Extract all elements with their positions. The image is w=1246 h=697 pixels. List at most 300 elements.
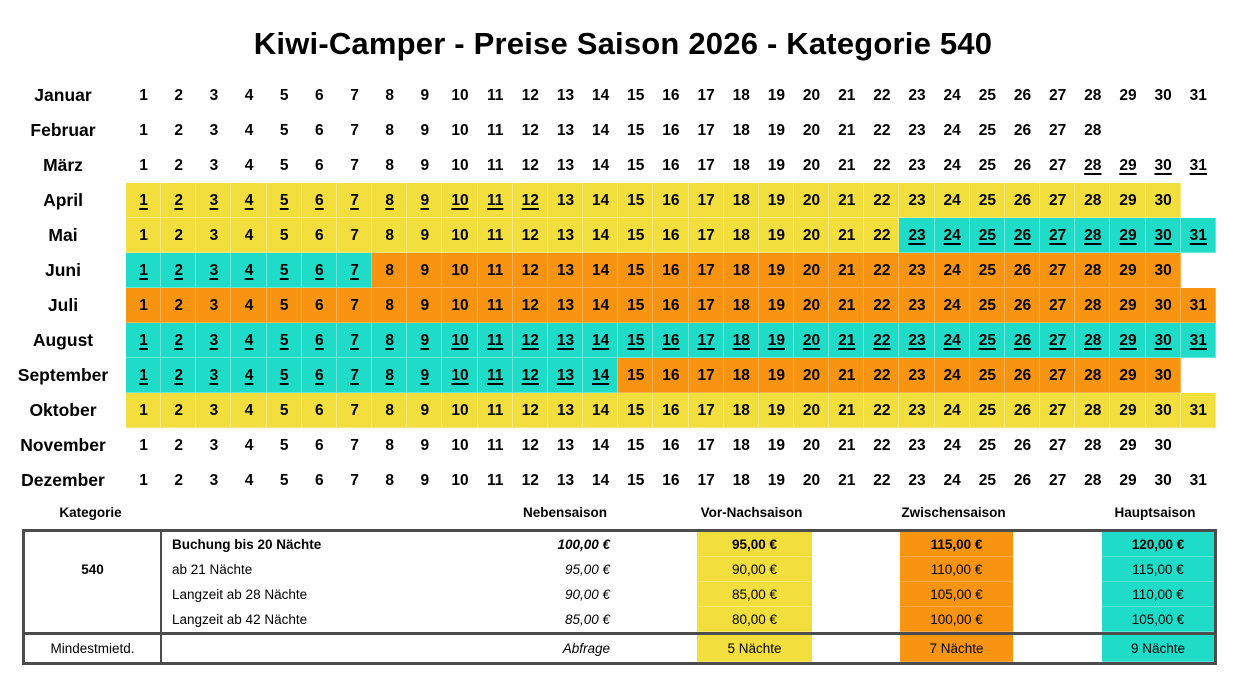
footer-nebensaison: Abfrage [562,641,610,656]
day-cell: 7 [337,358,372,393]
day-cell: 28 [1075,218,1110,253]
day-cell: 17 [697,471,715,489]
day-cell: 31 [1181,323,1216,358]
day-cell: 3 [209,471,219,489]
zwischensaison-value: 105,00 € [900,582,1013,607]
day-cell: 21 [838,121,856,139]
day-cell: 30 [1146,358,1181,393]
day-cell: 22 [864,253,899,288]
day-cell: 27 [1040,393,1075,428]
hauptsaison-value: 115,00 € [1102,557,1214,582]
day-cell: 27 [1040,218,1075,253]
day-cell: 11 [486,121,504,139]
day-cell: 11 [478,253,513,288]
day-cell: 10 [442,288,477,323]
day-cell: 16 [653,183,688,218]
day-cell: 22 [873,471,891,489]
day-cell: 19 [759,358,794,393]
day-cell: 5 [267,288,302,323]
price-table-headers [22,500,1211,524]
day-cell: 30 [1146,253,1181,288]
day-cell: 17 [689,218,724,253]
hauptsaison-value: 110,00 € [1102,582,1214,607]
price-table [22,529,1217,665]
day-cell: 16 [662,471,680,489]
day-cell: 18 [732,156,750,174]
row-label: Buchung bis 20 Nächte [172,537,322,552]
day-cell: 22 [873,86,891,104]
day-cell: 23 [899,218,934,253]
day-cell: 1 [126,393,161,428]
day-cell: 1 [126,183,161,218]
day-cell: 14 [583,323,618,358]
day-cell: 22 [864,358,899,393]
day-cell: 14 [591,471,610,489]
day-cell: 14 [591,121,610,139]
day-cell: 10 [442,393,477,428]
month-row-april [0,183,1216,218]
nebensaison-value: 85,00 € [564,612,610,627]
day-cell: 7 [337,218,372,253]
day-cell: 23 [908,471,926,489]
day-cell: 14 [583,288,618,323]
day-cell: 28 [1075,288,1110,323]
day-cell: 25 [970,218,1005,253]
day-cell: 15 [618,288,653,323]
day-cell: 2 [161,358,196,393]
day-cell: 22 [873,156,891,174]
day-cell: 14 [583,358,618,393]
day-cell: 9 [407,253,442,288]
day-cell: 3 [196,183,231,218]
day-cell: 11 [486,156,504,174]
day-cell: 2 [161,253,196,288]
day-cell: 5 [279,436,289,454]
day-cell: 13 [548,323,583,358]
day-cell: 11 [478,393,513,428]
day-cell: 21 [838,156,856,174]
day-cell: 1 [126,218,161,253]
day-cell: 19 [759,323,794,358]
vor-nachsaison-value: 85,00 € [697,582,812,607]
season-calendar [0,78,1216,498]
day-cell: 9 [407,288,442,323]
day-cell: 14 [583,183,618,218]
day-cell: 21 [829,183,864,218]
day-cell: 20 [794,393,829,428]
day-cell: 25 [978,156,996,174]
day-cell: 17 [689,393,724,428]
month-label: März [43,155,83,175]
day-cell: 21 [838,86,856,104]
day-cell: 22 [864,183,899,218]
day-cell: 15 [618,323,653,358]
day-cell: 4 [231,358,266,393]
day-cell: 1 [126,253,161,288]
day-cell: 17 [697,121,715,139]
day-cell: 8 [372,218,407,253]
day-cell: 26 [1005,323,1040,358]
month-row-juli [0,288,1216,323]
day-cell: 3 [196,393,231,428]
day-cell: 12 [521,86,539,104]
category-cell: 540 [81,562,104,577]
vor-nachsaison-value: 90,00 € [697,557,812,582]
day-cell: 25 [978,121,996,139]
day-cell: 10 [442,323,477,358]
month-label: November [20,435,106,455]
row-label: ab 21 Nächte [172,562,253,577]
day-cell: 15 [627,471,645,489]
day-cell: 6 [302,358,337,393]
day-cell: 28 [1084,471,1102,489]
day-cell: 9 [420,436,430,454]
day-cell: 13 [548,358,583,393]
day-cell: 24 [935,218,970,253]
day-cell: 13 [548,183,583,218]
day-cell: 24 [935,253,970,288]
day-cell: 12 [521,471,539,489]
day-cell: 14 [583,253,618,288]
day-cell: 13 [548,253,583,288]
day-cell: 29 [1110,253,1145,288]
day-cell: 20 [794,218,829,253]
day-cell: 5 [267,183,302,218]
day-cell: 4 [244,471,254,489]
day-cell: 2 [174,86,184,104]
day-cell: 4 [231,183,266,218]
day-cell: 30 [1146,183,1181,218]
day-cell: 1 [126,288,161,323]
day-cell: 29 [1110,218,1145,253]
day-cell: 26 [1005,218,1040,253]
day-cell: 25 [978,436,996,454]
day-cell: 30 [1146,218,1181,253]
day-cell: 19 [759,183,794,218]
day-cell: 15 [627,86,645,104]
hauptsaison-value: 120,00 € [1102,532,1214,557]
vor-nachsaison-value: 80,00 € [697,607,812,632]
day-cell: 24 [943,436,961,454]
day-cell: 4 [244,86,254,104]
month-label: August [32,330,94,350]
day-cell: 22 [873,121,891,139]
day-cell: 26 [1013,86,1032,104]
footer-hauptsaison: 9 Nächte [1102,635,1214,662]
day-cell: 28 [1075,358,1110,393]
day-cell: 17 [689,323,724,358]
day-cell: 17 [689,358,724,393]
month-label: April [43,190,83,210]
day-cell: 16 [653,218,688,253]
day-cell: 28 [1075,253,1110,288]
day-cell: 27 [1049,436,1067,454]
day-cell: 19 [759,393,794,428]
day-cell: 10 [442,253,477,288]
day-cell: 5 [267,358,302,393]
day-cell: 25 [978,86,996,104]
day-cell: 31 [1181,218,1216,253]
day-cell: 27 [1049,121,1067,139]
day-cell: 30 [1146,323,1181,358]
day-cell: 9 [407,393,442,428]
day-cell: 3 [209,436,219,454]
month-row-mai [0,218,1216,253]
day-cell: 30 [1154,156,1172,174]
day-cell: 2 [174,156,184,174]
day-cell: 30 [1154,86,1172,104]
day-cell: 20 [802,471,821,489]
day-cell: 31 [1181,288,1216,323]
day-cell: 20 [802,121,821,139]
month-row-november [0,428,1216,463]
day-cell: 20 [802,86,821,104]
day-cell: 25 [970,323,1005,358]
day-cell: 30 [1146,393,1181,428]
day-cell: 12 [513,288,548,323]
day-cell: 10 [451,436,469,454]
day-cell: 23 [908,121,926,139]
nebensaison-value: 95,00 € [564,562,610,577]
day-cell: 20 [802,436,821,454]
month-row-oktober [0,393,1216,428]
day-cell: 20 [794,358,829,393]
day-cell: 5 [267,323,302,358]
day-cell: 15 [618,253,653,288]
day-cell: 26 [1005,358,1040,393]
day-cell: 7 [350,436,359,454]
header-kategorie: Kategorie [59,504,122,520]
day-cell: 2 [174,471,184,489]
day-cell: 24 [935,288,970,323]
day-cell: 19 [767,436,786,454]
day-cell: 10 [442,358,477,393]
day-cell: 26 [1013,471,1032,489]
day-cell: 1 [139,156,148,174]
day-cell: 13 [556,156,575,174]
table-divider [25,632,1214,635]
day-cell: 3 [209,121,219,139]
nebensaison-value: 90,00 € [564,587,610,602]
day-cell: 26 [1005,288,1040,323]
day-cell: 25 [970,253,1005,288]
day-cell: 19 [759,218,794,253]
day-cell: 28 [1084,121,1102,139]
day-cell: 17 [697,156,715,174]
month-row-juni [0,253,1216,288]
hauptsaison-value: 105,00 € [1102,607,1214,632]
day-cell: 10 [451,121,469,139]
month-label: Oktober [29,400,97,420]
day-cell: 15 [627,436,645,454]
month-label: Juli [47,295,79,315]
day-cell: 15 [618,218,653,253]
day-cell: 8 [372,358,407,393]
day-cell: 25 [970,183,1005,218]
day-cell: 2 [161,218,196,253]
day-cell: 3 [196,323,231,358]
day-cell: 28 [1084,156,1102,174]
day-cell: 12 [513,358,548,393]
day-cell: 9 [407,358,442,393]
day-cell: 29 [1119,86,1137,104]
day-cell: 9 [407,183,442,218]
day-cell: 30 [1154,471,1172,489]
day-cell: 2 [161,183,196,218]
day-cell: 23 [899,358,934,393]
day-cell: 16 [662,121,680,139]
month-label: September [17,365,109,385]
day-cell: 6 [302,323,337,358]
day-cell: 16 [662,436,680,454]
month-label: Mai [48,225,78,245]
day-cell: 10 [442,218,477,253]
day-cell: 11 [486,436,504,454]
day-cell: 18 [732,471,750,489]
day-cell: 29 [1119,156,1137,174]
day-cell: 8 [372,253,407,288]
day-cell: 24 [943,156,961,174]
day-cell: 5 [267,218,302,253]
day-cell: 4 [231,288,266,323]
day-cell: 10 [451,471,469,489]
day-cell: 11 [478,183,513,218]
day-cell: 20 [794,253,829,288]
day-cell: 5 [279,86,289,104]
day-cell: 11 [478,288,513,323]
header-hauptsaison: Hauptsaison [1114,504,1196,520]
day-cell: 21 [838,471,856,489]
day-cell: 15 [618,393,653,428]
day-cell: 18 [724,218,759,253]
day-cell: 11 [478,358,513,393]
day-cell: 17 [689,183,724,218]
day-cell: 8 [372,393,407,428]
day-cell: 12 [521,436,539,454]
day-cell: 4 [231,393,266,428]
day-cell: 26 [1005,253,1040,288]
day-cell: 27 [1040,358,1075,393]
day-cell: 24 [943,121,961,139]
day-cell: 1 [126,358,161,393]
day-cell: 26 [1013,121,1032,139]
day-cell: 11 [486,471,504,489]
row-label: Langzeit ab 28 Nächte [172,587,308,602]
day-cell: 18 [732,436,750,454]
day-cell: 1 [139,86,148,104]
day-cell: 17 [689,253,724,288]
day-cell: 28 [1075,323,1110,358]
day-cell: 28 [1084,86,1102,104]
day-cell: 2 [174,436,184,454]
month-label: Juni [45,260,81,280]
day-cell: 18 [724,183,759,218]
month-row-februar [0,113,1216,148]
day-cell: 29 [1119,436,1137,454]
day-cell: 2 [161,288,196,323]
day-cell: 2 [174,121,184,139]
day-cell: 31 [1181,393,1216,428]
day-cell: 23 [899,393,934,428]
day-cell: 29 [1110,323,1145,358]
day-cell: 4 [231,323,266,358]
day-cell: 12 [521,121,539,139]
day-cell: 31 [1189,86,1207,104]
day-cell: 26 [1005,183,1040,218]
day-cell: 3 [196,358,231,393]
day-cell: 18 [724,288,759,323]
day-cell: 1 [139,121,148,139]
day-cell: 30 [1146,288,1181,323]
day-cell: 11 [478,323,513,358]
zwischensaison-value: 115,00 € [900,532,1013,557]
day-cell: 18 [724,393,759,428]
day-cell: 1 [126,323,161,358]
day-cell: 17 [689,288,724,323]
day-cell: 21 [829,393,864,428]
day-cell: 7 [337,253,372,288]
day-cell: 14 [591,436,610,454]
day-cell: 3 [196,218,231,253]
day-cell: 30 [1154,436,1172,454]
day-cell: 23 [899,183,934,218]
day-cell: 1 [139,471,148,489]
day-cell: 23 [899,288,934,323]
day-cell: 22 [873,436,891,454]
day-cell: 21 [829,358,864,393]
day-cell: 4 [244,436,254,454]
day-cell: 8 [372,183,407,218]
day-cell: 3 [209,156,219,174]
day-cell: 17 [697,436,715,454]
day-cell: 1 [139,436,148,454]
zwischensaison-value: 110,00 € [900,557,1013,582]
day-cell: 19 [767,156,786,174]
day-cell: 21 [829,323,864,358]
day-cell: 23 [908,156,926,174]
page-title: Kiwi-Camper - Preise Saison 2026 - Kategorie 540 [253,26,993,61]
day-cell: 8 [385,471,394,489]
day-cell: 2 [161,393,196,428]
day-cell: 20 [794,288,829,323]
vor-nachsaison-value: 95,00 € [697,532,812,557]
day-cell: 11 [478,218,513,253]
day-cell: 9 [407,218,442,253]
day-cell: 12 [513,183,548,218]
day-cell: 8 [372,288,407,323]
day-cell: 9 [420,86,430,104]
day-cell: 24 [935,393,970,428]
day-cell: 14 [591,156,610,174]
day-cell: 23 [908,436,926,454]
day-cell: 16 [662,156,680,174]
day-cell: 25 [970,358,1005,393]
day-cell: 11 [486,86,504,104]
day-cell: 16 [653,323,688,358]
day-cell: 15 [618,358,653,393]
day-cell: 2 [161,323,196,358]
day-cell: 16 [653,358,688,393]
day-cell: 19 [767,121,786,139]
day-cell: 29 [1110,183,1145,218]
day-cell: 19 [759,253,794,288]
day-cell: 7 [350,471,359,489]
day-cell: 5 [279,121,289,139]
day-cell: 10 [451,86,469,104]
day-cell: 27 [1040,323,1075,358]
row-label: Langzeit ab 42 Nächte [172,612,308,627]
day-cell: 9 [420,156,430,174]
